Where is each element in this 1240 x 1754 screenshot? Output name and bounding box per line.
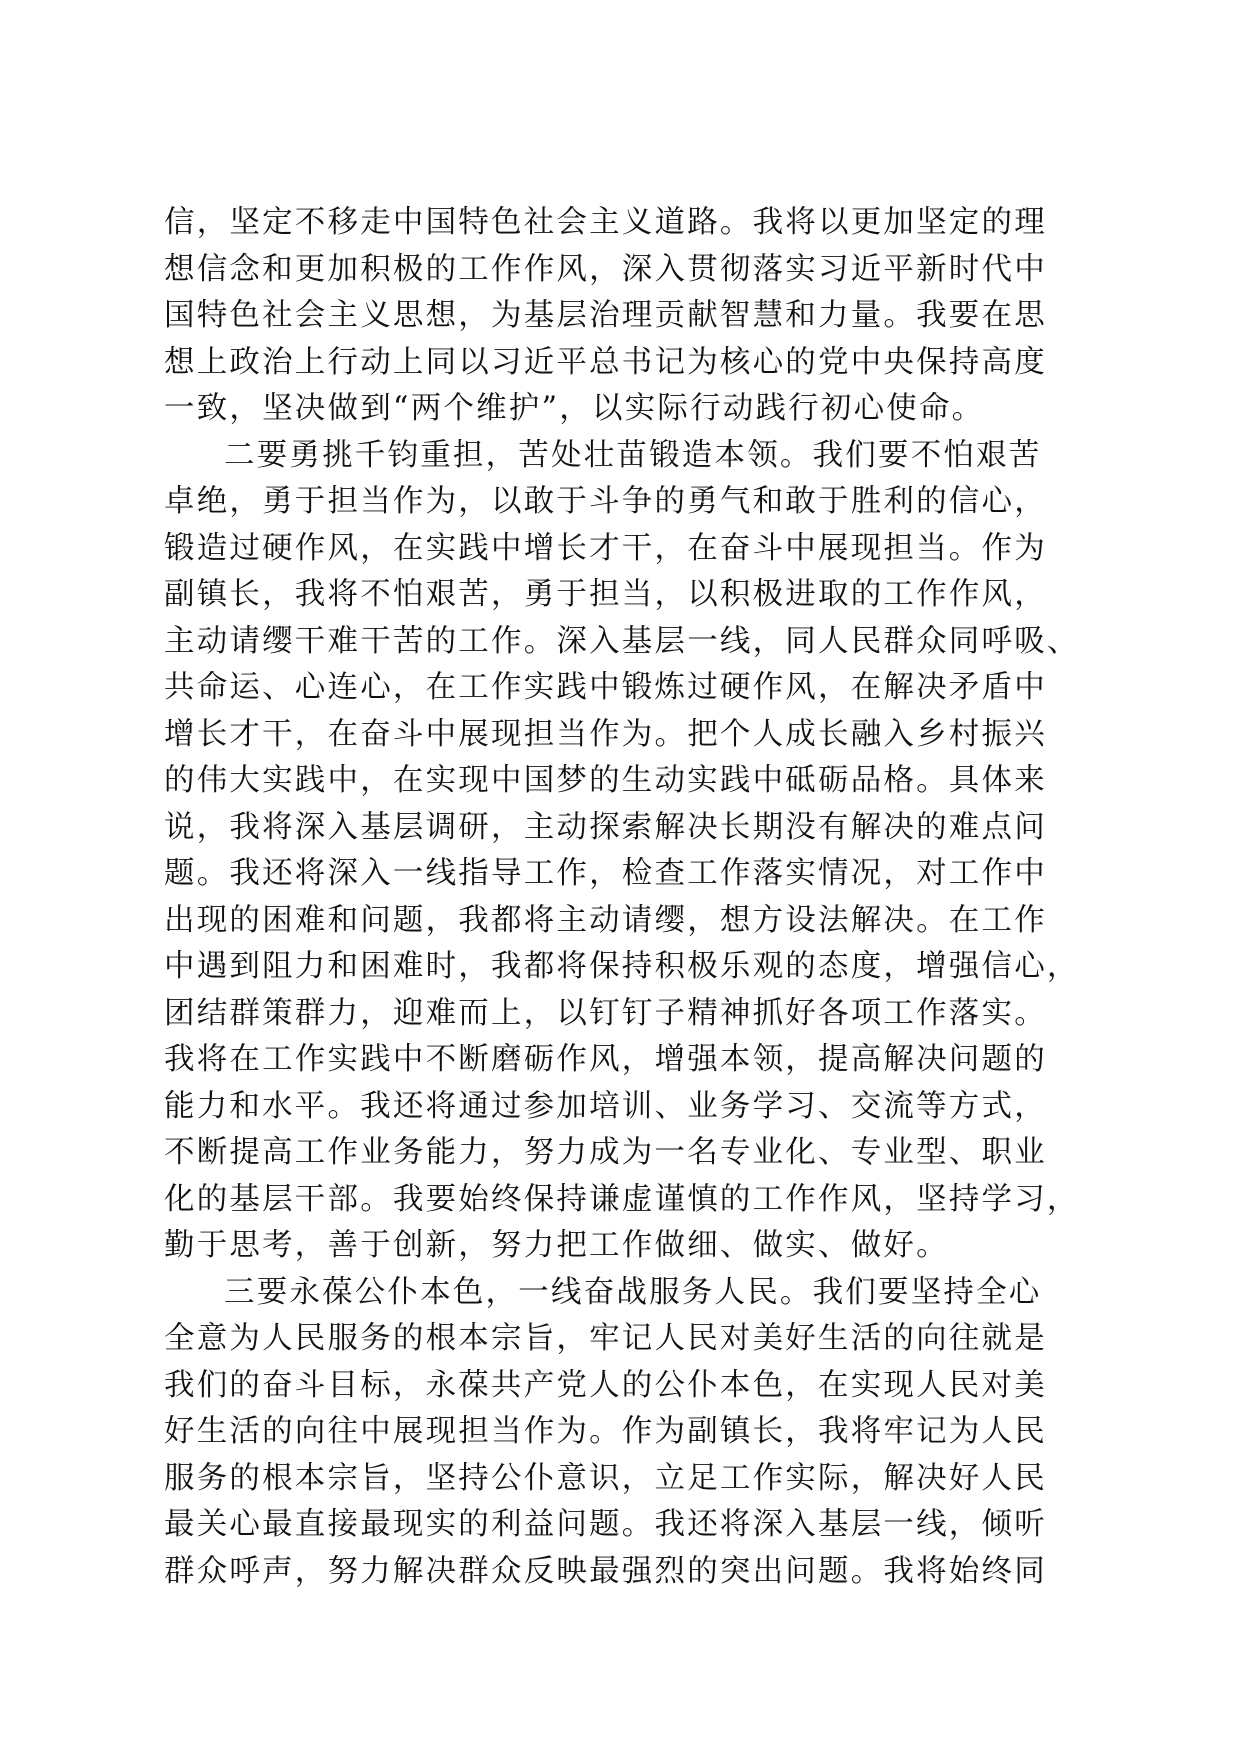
text-line: 的伟大实践中，在实现中国梦的生动实践中砥砺品格。具体来 xyxy=(164,763,1047,798)
text-line: 服务的根本宗旨，坚持公仆意识，立足工作实际，解决好人民 xyxy=(164,1460,1047,1496)
text-line: 团结群策群力，迎难而上，以钉钉子精神抓好各项工作落实。 xyxy=(164,995,1047,1031)
text-line: 想上政治上行动上同以习近平总书记为核心的党中央保持高度 xyxy=(164,344,1047,380)
text-line: 说，我将深入基层调研，主动探索解决长期没有解决的难点问 xyxy=(164,809,1047,845)
body-text xyxy=(164,200,1084,1595)
text-line: 副镇长，我将不怕艰苦，勇于担当，以积极进取的工作作风， xyxy=(164,577,1047,612)
text-line: 不断提高工作业务能力，努力成为一名专业化、专业型、职业 xyxy=(164,1135,1047,1170)
text-line: 国特色社会主义思想，为基层治理贡献智慧和力量。我要在思 xyxy=(164,298,1047,333)
text-line: 群众呼声，努力解决群众反映最强烈的突出问题。我将始终同 xyxy=(164,1553,1047,1589)
text-line: 题。我还将深入一线指导工作，检查工作落实情况，对工作中 xyxy=(164,856,1047,891)
text-line: 好生活的向往中展现担当作为。作为副镇长，我将牢记为人民 xyxy=(164,1414,1047,1449)
text-line: 想信念和更加积极的工作作风，深入贯彻落实习近平新时代中 xyxy=(164,251,1047,287)
paragraph-start-line: 三要永葆公仆本色，一线奋战服务人民。我们要坚持全心 xyxy=(224,1274,1042,1310)
text-line: 主动请缨干难干苦的工作。深入基层一线，同人民群众同呼吸、 xyxy=(164,623,1080,659)
text-line: 一致，坚决做到“两个维护”，以实际行动践行初心使命。 xyxy=(164,391,985,426)
paragraph-start-line: 二要勇挑千钧重担，苦处壮苗锻造本领。我们要不怕艰苦 xyxy=(224,437,1042,473)
text-line: 信，坚定不移走中国特色社会主义道路。我将以更加坚定的理 xyxy=(164,205,1047,240)
text-line: 我们的奋斗目标，永葆共产党人的公仆本色，在实现人民对美 xyxy=(164,1367,1047,1403)
text-line: 全意为人民服务的根本宗旨，牢记人民对美好生活的向往就是 xyxy=(164,1321,1047,1356)
text-line: 勤于思考，善于创新，努力把工作做细、做实、做好。 xyxy=(164,1228,949,1263)
text-line: 增长才干，在奋斗中展现担当作为。把个人成长融入乡村振兴 xyxy=(164,716,1047,752)
text-line: 最关心最直接最现实的利益问题。我还将深入基层一线，倾听 xyxy=(164,1507,1047,1542)
text-line: 化的基层干部。我要始终保持谦虚谨慎的工作作风，坚持学习， xyxy=(164,1181,1080,1217)
text-line: 能力和水平。我还将通过参加培训、业务学习、交流等方式， xyxy=(164,1088,1047,1124)
text-line: 中遇到阻力和困难时，我都将保持积极乐观的态度，增强信心， xyxy=(164,949,1080,984)
text-line: 共命运、心连心，在工作实践中锻炼过硬作风，在解决矛盾中 xyxy=(164,670,1047,705)
text-line: 出现的困难和问题，我都将主动请缨，想方设法解决。在工作 xyxy=(164,902,1047,938)
text-line: 锻造过硬作风，在实践中增长才干，在奋斗中展现担当。作为 xyxy=(164,530,1047,566)
text-line: 我将在工作实践中不断磨砺作风，增强本领，提高解决问题的 xyxy=(164,1042,1047,1077)
text-line: 卓绝，勇于担当作为，以敢于斗争的勇气和敢于胜利的信心， xyxy=(164,484,1047,519)
